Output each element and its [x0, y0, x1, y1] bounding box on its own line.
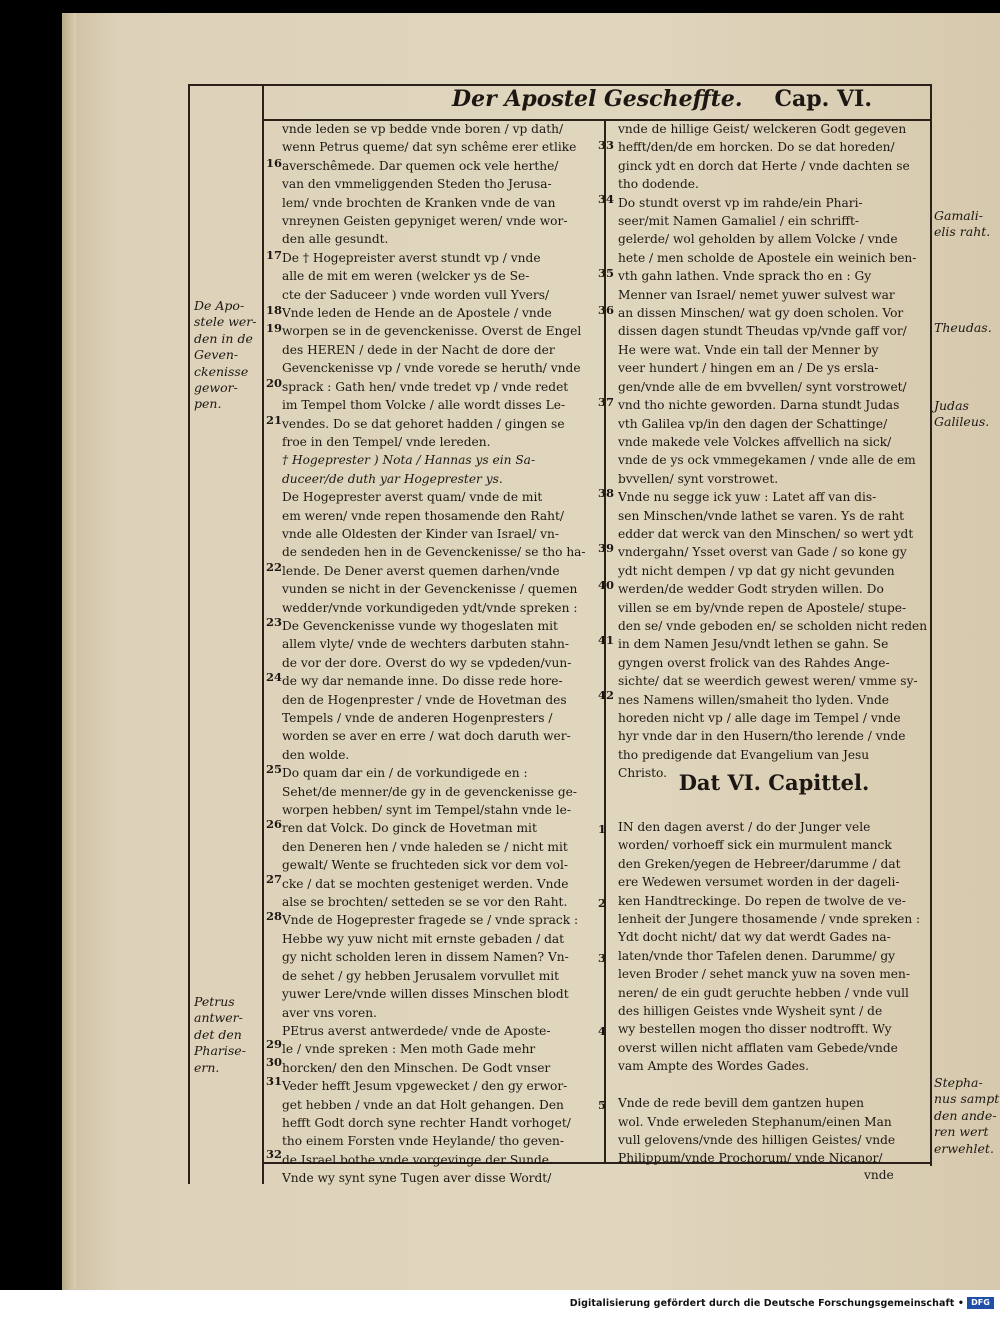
text-line: den de Hogenprester / vnde de Hovetman des: [282, 692, 567, 707]
verse-number: 21: [266, 413, 283, 427]
text-line: de sehet / gy hebben Jerusalem vorvullet mit: [282, 968, 560, 983]
text-line: Veder hefft Jesum vpgewecket / den gy erwor-: [282, 1079, 568, 1094]
text-line: averschêmede. Dar quemen ock vele herthe/: [282, 158, 559, 173]
margin-note-line: stele wer-: [194, 314, 257, 330]
margin-note-line: antwer-: [194, 1010, 243, 1026]
margin-note: [194, 994, 246, 1076]
text-line: worden se aver en erre / wat doch daruth wer-: [282, 729, 571, 744]
left-column: [282, 120, 592, 1188]
text-line: seer/mit Namen Gamaliel / ein schrifft-: [618, 214, 860, 229]
margin-note: [934, 320, 992, 336]
text-line: ginck ydt en dorch dat Herte / vnde dachten se: [618, 158, 910, 173]
text-line: sprack : Gath hen/ vnde tredet vp / vnde redet: [282, 379, 569, 394]
text-line: Vnde de rede bevill dem gantzen hupen: [618, 1096, 864, 1111]
right-column: [618, 120, 934, 783]
text-line: vam Ampte des Wordes Gades.: [618, 1059, 810, 1074]
text-line: den Greken/yegen de Hebreer/darumme / dat: [618, 856, 901, 871]
text-line: froe in den Tempel/ vnde lereden.: [282, 434, 491, 449]
text-line: vunden se nicht in der Gevenckenisse / quemen: [282, 582, 578, 597]
text-line: tho einem Forsten vnde Heylande/ tho geven-: [282, 1134, 564, 1149]
text-line: wol. Vnde erweleden Stephanum/einen Man: [618, 1114, 892, 1129]
dfg-logo[interactable]: DFG: [967, 1297, 994, 1309]
text-line: alle de mit em weren (welcker ys de Se-: [282, 269, 530, 284]
text-line: horeden nicht vp / alle dage im Tempel / vnde: [618, 711, 901, 725]
verse-number: 2: [598, 896, 607, 910]
text-line: bvvellen/ synt vorstrowet.: [618, 471, 779, 486]
margin-note: [194, 298, 257, 413]
text-line: tho predigende dat Evangelium van Jesu: [618, 747, 870, 762]
verse-number: 25: [266, 762, 283, 776]
verse-number: 18: [266, 303, 283, 317]
text-line: van den vmmeliggenden Steden tho Jerusa-: [282, 177, 552, 192]
verse-number: 26: [266, 817, 283, 831]
verse-number: 3: [598, 951, 607, 965]
text-line: cte der Saduceer ) vnde worden vull Yvers/: [282, 287, 550, 302]
funding-notice: Digitalisierung gefördert durch die Deutsche Forschungsgemeinschaft •: [569, 1298, 964, 1309]
verse-number: 38: [598, 486, 615, 500]
verse-number: 31: [266, 1074, 283, 1088]
margin-note-line: Petrus: [194, 994, 235, 1009]
text-line: aver vns voren.: [282, 1005, 377, 1020]
text-line: vull gelovens/vnde des hilligen Geistes/ vnde: [618, 1132, 896, 1147]
text-line: Philippum/vnde Prochorum/ vnde Nicanor/: [618, 1151, 883, 1166]
text-line: vnde leden se vp bedde vnde boren / vp dath/: [282, 122, 564, 136]
text-line: Hebbe wy yuw nicht mit ernste gebaden / dat: [282, 931, 565, 946]
margin-note-line: ern.: [194, 1059, 220, 1075]
text-line: Vnde nu segge ick yuw : Latet aff van dis-: [618, 490, 877, 505]
text-line: lem/ vnde brochten de Kranken vnde de van: [282, 195, 556, 210]
verse-number: 28: [266, 909, 283, 923]
verse-number: 33: [598, 138, 615, 152]
gloss-line: duceer/de duth yar Hogeprester ys.: [282, 471, 503, 486]
catchword: vnde: [864, 1168, 894, 1182]
text-line: em weren/ vnde repen thosamende den Raht/: [282, 508, 564, 523]
text-line: vndergahn/ Ysset overst van Gade / so kone gy: [618, 545, 907, 560]
text-line: PEtrus averst antwerdede/ vnde de Aposte-: [282, 1023, 551, 1038]
rule-left-inner: [262, 84, 264, 1184]
text-line: vth Galilea vp/in den dagen der Schattinge/: [618, 416, 888, 431]
text-line: neren/ de ein gudt geruchte hebben / vnde vull: [618, 985, 909, 1000]
text-line: sen Minschen/vnde lathet se varen. Ys de raht: [618, 508, 905, 523]
text-line: vnreynen Geisten gepyniget weren/ vnde wor-: [282, 214, 568, 229]
margin-note-line: Galileus.: [934, 414, 990, 430]
margin-note-line: den in de: [194, 330, 253, 346]
text-line: hefft Godt dorch syne rechter Handt vorhoget/: [282, 1115, 571, 1130]
text-line: De Gevenckenisse vunde wy thogeslaten mit: [282, 618, 558, 633]
text-line: get hebben / vnde an dat Holt gehangen. Den: [282, 1097, 564, 1112]
text-line: Ydt docht nicht/ dat wy dat werdt Gades na-: [618, 930, 891, 945]
text-line: IN den dagen averst / do der Junger vele: [618, 820, 871, 834]
text-line: edder dat werck van den Minschen/ so wert ydt: [618, 526, 914, 541]
text-line: Tempels / vnde de anderen Hogenpresters /: [282, 711, 553, 725]
text-line: an dissen Minschen/ wat gy doen scholen. Vor: [618, 306, 904, 321]
margin-note-line: erwehlet.: [934, 1140, 994, 1156]
text-line: Vnde leden de Hende an de Apostele / vnde: [282, 306, 552, 321]
verse-number: 23: [266, 615, 283, 629]
text-line: gy nicht scholden leren in dissem Namen? Vn-: [282, 950, 569, 965]
margin-note-line: Judas: [934, 398, 969, 413]
text-line: Vnde de Hogeprester fragede se / vnde sprack :: [282, 913, 579, 928]
text-line: wenn Petrus queme/ dat syn schême erer etlike: [282, 140, 577, 155]
verse-number: 4: [598, 1024, 607, 1038]
text-line: hefft/den/de em horcken. Do se dat horeden/: [618, 140, 895, 155]
text-line: horcken/ den den Minschen. De Godt vnser: [282, 1060, 551, 1075]
verse-number: 1: [598, 822, 607, 836]
text-line: ken Handtreckinge. Do repen de twolve de ve-: [618, 893, 906, 908]
text-line: ydt nicht dempen / vp dat gy nicht gevunden: [618, 563, 895, 578]
running-header: [262, 84, 930, 120]
verse-number: 17: [266, 248, 283, 262]
text-line: den wolde.: [282, 747, 350, 762]
text-line: gen/vnde alle de em bvvellen/ synt vorstrowet/: [618, 379, 907, 394]
text-line: gyngen overst frolick van des Rahdes Ange-: [618, 655, 890, 670]
text-line: worpen se in de gevenckenisse. Overst de Engel: [282, 324, 582, 339]
text-line: den alle gesundt.: [282, 232, 389, 247]
text-line: tho dodende.: [618, 177, 699, 192]
margin-note-line: Theudas.: [934, 320, 992, 335]
verse-number: 24: [266, 670, 283, 684]
text-line: des hilligen Geistes vnde Wysheit synt / de: [618, 1004, 883, 1019]
margin-note-line: Geven-: [194, 347, 239, 363]
text-line: yuwer Lere/vnde willen disses Minschen blodt: [282, 987, 569, 1002]
text-line: vnde makede vele Volckes affvellich na sick/: [618, 434, 892, 449]
text-line: de wy dar nemande inne. Do disse rede hore-: [282, 674, 563, 689]
text-line: [618, 1076, 930, 1094]
text-line: De Hogeprester averst quam/ vnde de mit: [282, 490, 543, 505]
chapter-text: [618, 818, 930, 1168]
text-line: im Tempel thom Volcke / alle wordt disses Le-: [282, 398, 566, 413]
text-line: cke / dat se mochten gesteniget werden. Vnde: [282, 876, 569, 891]
verse-number: 42: [598, 688, 615, 702]
margin-note-line: nus sampt: [934, 1091, 1000, 1107]
text-line: overst willen nicht afflaten vam Gebede/vnde: [618, 1040, 898, 1055]
text-line: Christo.: [618, 766, 668, 781]
text-line: werden/de wedder Godt stryden willen. Do: [618, 582, 884, 597]
text-line: de vor der dore. Overst do wy se vpdeden/vun-: [282, 655, 572, 670]
verse-number: 22: [266, 560, 283, 574]
text-line: vnd tho nichte geworden. Darna stundt Judas: [618, 398, 900, 413]
text-line: hyr vnde dar in den Husern/tho lerende / vnde: [618, 729, 906, 744]
margin-note-line: Pharise-: [194, 1043, 246, 1059]
text-line: vnde alle Oldesten der Kinder van Israel/ vn-: [282, 526, 560, 541]
margin-note-line: ren wert: [934, 1124, 989, 1140]
text-line: alse se brochten/ setteden se se vor den Raht.: [282, 895, 568, 910]
margin-note: [934, 208, 990, 241]
text-line: wy bestellen mogen tho disser nodtrofft. Wy: [618, 1022, 892, 1037]
page-fold-shadow: [62, 13, 76, 1290]
margin-note-line: Stepha-: [934, 1075, 983, 1090]
text-line: gewalt/ Wente se fruchteden sick vor dem vol-: [282, 858, 568, 873]
text-line: Vnde wy synt syne Tugen aver disse Wordt/: [282, 1171, 552, 1186]
verse-number: 41: [598, 633, 615, 647]
gloss-line: † Hogeprester ) Nota / Hannas ys ein Sa-: [282, 453, 536, 468]
verse-number: 34: [598, 192, 615, 206]
text-line: vendes. Do se dat gehoret hadden / gingen se: [282, 416, 565, 431]
rule-left-outer: [188, 84, 190, 1184]
running-title: Der Apostel Gescheffte.: [452, 86, 743, 112]
text-line: allem vlyte/ vnde de wechters darbuten stahn-: [282, 637, 569, 652]
text-line: Gevenckenisse vp / vnde vorede se heruth/ vnde: [282, 361, 581, 376]
text-line: wedder/vnde vorkundigeden ydt/vnde spreken :: [282, 600, 578, 615]
text-line: lende. De Dener averst quemen darhen/vnde: [282, 563, 560, 578]
margin-note-line: ckenisse: [194, 363, 249, 379]
chapter-number: Cap. VI.: [774, 86, 872, 112]
text-line: ren dat Volck. Do ginck de Hovetman mit: [282, 821, 537, 836]
text-line: worden/ vorhoeff sick ein murmulent manck: [618, 838, 892, 853]
verse-number: 19: [266, 321, 283, 335]
text-line: lenheit der Jungere thosamende / vnde spreken :: [618, 912, 921, 927]
text-line: Do quam dar ein / de vorkundigede en :: [282, 766, 528, 781]
text-line: Do stundt overst vp im rahde/ein Phari-: [618, 195, 863, 210]
verse-number: 32: [266, 1147, 283, 1161]
text-line: den Deneren hen / vnde haleden se / nicht mit: [282, 839, 568, 854]
text-line: hete / men scholde de Apostele ein weinich ben-: [618, 250, 917, 265]
verse-number: 16: [266, 156, 283, 170]
verse-number: 39: [598, 541, 615, 555]
margin-note-line: pen.: [194, 396, 222, 412]
chapter-heading: Dat VI. Capittel.: [678, 770, 870, 795]
verse-number: 30: [266, 1055, 283, 1069]
text-line: worpen hebben/ synt im Tempel/stahn vnde le-: [282, 803, 571, 818]
text-line: Sehet/de menner/de gy in de gevenckenisse ge-: [282, 784, 577, 799]
text-line: nes Namens willen/smaheit tho lyden. Vnde: [618, 692, 889, 707]
margin-note-line: elis raht.: [934, 224, 991, 240]
text-line: dissen dagen stundt Theudas vp/vnde gaff vor/: [618, 324, 907, 339]
text-line: vth gahn lathen. Vnde sprack tho en : Gy: [618, 269, 872, 284]
verse-number: 29: [266, 1037, 283, 1051]
footer-bar: [0, 1290, 1000, 1317]
text-line: veer hundert / hingen em an / De ys ersla-: [618, 361, 879, 376]
text-line: in dem Namen Jesu/vndt lethen se gahn. Se: [618, 637, 889, 652]
verse-number: 20: [266, 376, 283, 390]
verse-number: 27: [266, 872, 283, 886]
text-line: de sendeden hen in de Gevenckenisse/ se tho ha-: [282, 545, 586, 560]
text-line: villen se em by/vnde repen de Apostele/ stupe-: [618, 600, 907, 615]
verse-number: 35: [598, 266, 615, 280]
verse-number: 37: [598, 395, 615, 409]
text-line: vnde de ys ock vmmegekamen / vnde alle de em: [618, 453, 916, 468]
text-line: laten/vnde thor Tafelen denen. Darumme/ gy: [618, 948, 896, 963]
verse-number: 40: [598, 578, 615, 592]
margin-note-line: De Apo-: [194, 298, 245, 313]
text-line: des HEREN / dede in der Nacht de dore der: [282, 342, 555, 357]
text-line: Menner van Israel/ nemet yuwer sulvest war: [618, 287, 895, 302]
text-line: De † Hogepreister averst stundt vp / vnde: [282, 250, 541, 265]
verse-number: 5: [598, 1098, 607, 1112]
margin-note: [934, 1075, 999, 1157]
text-line: le / vnde spreken : Men moth Gade mehr: [282, 1042, 536, 1057]
margin-note: [934, 398, 989, 431]
margin-note-line: den ande-: [934, 1107, 997, 1123]
margin-note-line: gewor-: [194, 380, 238, 396]
text-line: vnde de hillige Geist/ welckeren Godt gegeven: [618, 122, 907, 136]
text-line: He were wat. Vnde ein tall der Menner by: [618, 342, 879, 357]
margin-note-line: det den: [194, 1026, 242, 1042]
text-line: den se/ vnde geboden en/ se scholden nicht reden: [618, 618, 928, 633]
text-line: leven Broder / sehet manck yuw na soven men-: [618, 967, 910, 982]
text-line: sichte/ dat se weerdich gewest weren/ vmme sy-: [618, 674, 918, 689]
margin-note-line: Gamali-: [934, 208, 983, 223]
text-line: gelerde/ wol geholden by allem Volcke / vnde: [618, 232, 898, 247]
text-line: ere Wedewen versumet worden in der dageli-: [618, 875, 900, 890]
verse-number: 36: [598, 303, 615, 317]
text-line: de Israel bothe vnde vorgevinge der Sunde.: [282, 1152, 553, 1167]
